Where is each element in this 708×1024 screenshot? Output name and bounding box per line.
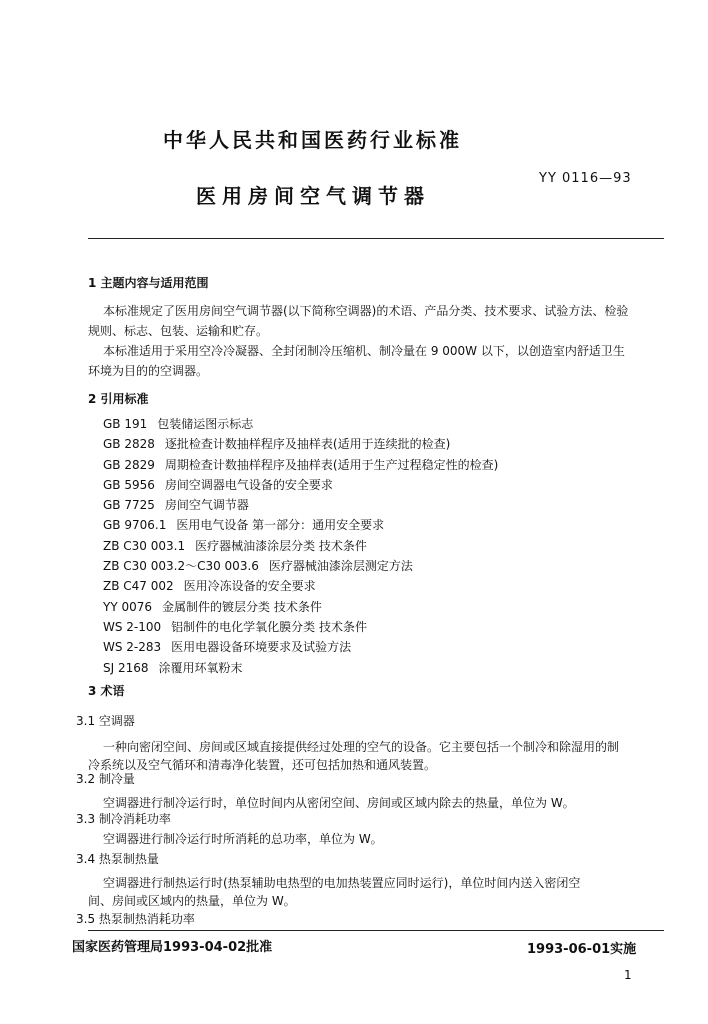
section-3-heading: 3 术语 (88, 684, 125, 698)
term-2-heading: 3.2 制冷量 (76, 772, 135, 786)
term-4-line-2: 间、房间或区域内的热量，单位为 W。 (88, 894, 296, 908)
reference-list (103, 414, 498, 678)
term-1-line-1: 一种向密闭空间、房间或区域直接提供经过处理的空气的设备。它主要包括一个制冷和除湿用的制 (103, 740, 620, 754)
section-1-paragraph-1-line-2: 规则、标志、包装、运输和贮存。 (88, 324, 269, 338)
reference-code: GB 2828 (103, 437, 155, 452)
reference-title: 医疗器械油漆涂层测定方法 (268, 559, 413, 574)
reference-item (103, 515, 498, 535)
term-1-line-2: 冷系统以及空气循环和清毒净化装置，还可包括加热和通风装置。 (88, 758, 437, 772)
term-2-line-1: 空调器进行制冷运行时，单位时间内从密闭空间、房间或区域内除去的热量，单位为 W。 (103, 796, 575, 810)
reference-title: 房间空气调节器 (164, 498, 249, 513)
reference-title: 金属制件的镀层分类 技术条件 (162, 599, 322, 614)
term-1-heading: 3.1 空调器 (76, 714, 135, 728)
reference-code: ZB C30 003.2～C30 003.6 (103, 559, 259, 574)
reference-item (103, 556, 498, 576)
reference-code: GB 191 (103, 417, 148, 431)
effective-date: 1993-06-01实施 (527, 942, 637, 957)
reference-item (103, 597, 498, 617)
reference-code: GB 7725 (103, 498, 155, 513)
standard-title: 中华人民共和国医药行业标准 (163, 128, 462, 152)
section-2-heading: 2 引用标准 (88, 392, 149, 406)
reference-title: 周期检查计数抽样程序及抽样表(适用于生产过程稳定性的检查) (164, 457, 499, 472)
reference-title: 逐批检查计数抽样程序及抽样表(适用于连续批的检查) (164, 437, 451, 452)
reference-code: WS 2-100 (103, 619, 162, 634)
term-5-heading: 3.5 热泵制热消耗功率 (76, 912, 195, 926)
section-1-paragraph-2-line-2: 环境为目的的空调器。 (88, 364, 209, 378)
reference-code: YY 0076 (103, 599, 153, 614)
reference-title: 医用电器设备环境要求及试验方法 (171, 640, 352, 655)
term-4-heading: 3.4 热泵制热量 (76, 852, 159, 866)
reference-code: SJ 2168 (103, 660, 149, 675)
reference-item (103, 658, 498, 678)
reference-code: GB 2829 (103, 457, 155, 472)
reference-item (103, 536, 498, 556)
term-3-line-1: 空调器进行制冷运行时所消耗的总功率，单位为 W。 (103, 832, 383, 846)
reference-code: ZB C47 002 (103, 579, 174, 594)
section-1-heading: 1 主题内容与适用范围 (88, 276, 209, 290)
reference-item (103, 637, 498, 657)
section-1-paragraph-1-line-1: 本标准规定了医用房间空气调节器(以下简称空调器)的术语、产品分类、技术要求、试验方法、检验 (103, 304, 629, 318)
approval-date: 国家医药管理局1993-04-02批准 (72, 940, 273, 955)
reference-code: WS 2-283 (103, 640, 162, 655)
page-number: 1 (624, 968, 632, 982)
reference-item (103, 475, 498, 495)
reference-item (103, 617, 498, 637)
reference-title: 铝制件的电化学氧化膜分类 技术条件 (171, 619, 367, 634)
reference-item (103, 455, 498, 475)
reference-code: ZB C30 003.1 (103, 538, 186, 553)
reference-title: 医用冷冻设备的安全要求 (183, 579, 316, 594)
reference-title: 涂覆用环氧粉末 (158, 660, 243, 675)
reference-title: 医疗器械油漆涂层分类 技术条件 (195, 538, 367, 553)
footer-divider (88, 930, 664, 931)
reference-item (103, 434, 498, 454)
term-3-heading: 3.3 制冷消耗功率 (76, 812, 171, 826)
doc-code: YY 0116—93 (539, 171, 632, 186)
term-4-line-1: 空调器进行制热运行时(热泵辅助电热型的电加热装置应同时运行)，单位时间内送入密闭空 (103, 876, 581, 890)
reference-title: 房间空调器电气设备的安全要求 (164, 477, 333, 492)
reference-item (103, 495, 498, 515)
reference-code: GB 9706.1 (103, 518, 167, 533)
reference-title: 包装储运图示标志 (157, 417, 254, 431)
reference-code: GB 5956 (103, 477, 155, 492)
reference-item (103, 414, 498, 434)
doc-title: 医用房间空气调节器 (196, 184, 430, 208)
header-divider (88, 238, 664, 239)
reference-title: 医用电气设备 第一部分：通用安全要求 (176, 518, 385, 533)
section-1-paragraph-2-line-1: 本标准适用于采用空冷冷凝器、全封闭制冷压缩机、制冷量在 9 000W 以下，以创造室内舒适卫生 (103, 344, 625, 358)
reference-item (103, 576, 498, 596)
